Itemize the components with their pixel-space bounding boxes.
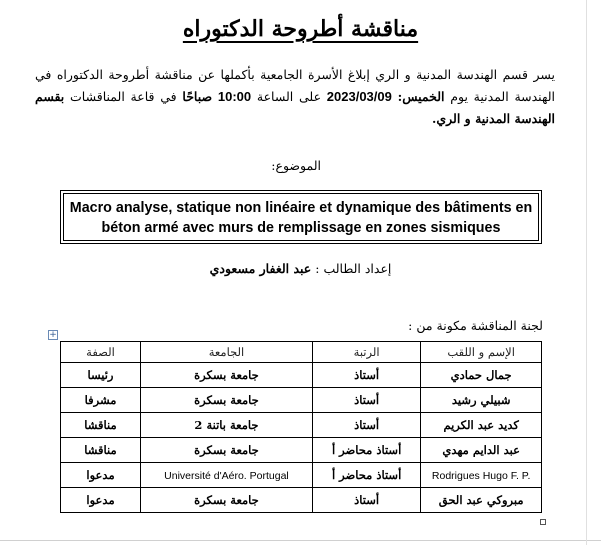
announcement-part2: على الساعة <box>251 89 327 104</box>
member-rank: أستاذ محاضر أ <box>312 463 420 488</box>
announcement-time: 10:00 <box>217 89 252 104</box>
member-university: جامعة بسكرة <box>141 388 313 413</box>
header-university: الجامعة <box>141 342 313 363</box>
member-university: جامعة باتنة 2 <box>141 413 313 438</box>
announcement-part1: يسر قسم الهندسة المدنية و الري إبلاغ الأسرة الجامعية بأكملها عن مناقشة أطروحة الدكتوراه في الهندسة المدنية يوم <box>35 67 555 104</box>
member-rank: أستاذ محاضر أ <box>312 438 420 463</box>
header-rank: الرتبة <box>312 342 420 363</box>
member-role: مناقشا <box>61 413 141 438</box>
header-role: الصفة <box>61 342 141 363</box>
member-rank: أستاذ <box>312 488 420 513</box>
announcement-date: 2023/03/09 <box>326 89 392 104</box>
announcement-paragraph <box>35 64 555 130</box>
announcement-day: الخميس: <box>397 89 445 104</box>
table-row <box>61 488 542 513</box>
table-row <box>61 388 542 413</box>
table-header-row <box>61 342 542 363</box>
member-name: مبروكي عبد الحق <box>421 488 542 513</box>
member-university <box>141 463 313 488</box>
member-university: جامعة بسكرة <box>141 438 313 463</box>
member-role: رئيسا <box>61 363 141 388</box>
table-move-handle[interactable]: + <box>49 330 57 340</box>
student-name: عبد الغفار مسعودي <box>209 261 312 276</box>
member-university: جامعة بسكرة <box>141 488 313 513</box>
table-resize-handle[interactable] <box>540 519 546 525</box>
member-name: جمال حمادي <box>421 363 542 388</box>
document-title <box>0 16 601 42</box>
member-role: مدعوا <box>61 463 141 488</box>
committee-table <box>60 341 542 513</box>
table-row <box>61 463 542 488</box>
student-label: إعداد الطالب : <box>311 261 392 276</box>
member-role: مشرفا <box>61 388 141 413</box>
member-name: شبيلي رشيد <box>421 388 542 413</box>
member-rank: أستاذ <box>312 413 420 438</box>
announcement-time-word: صباحًا <box>182 89 213 104</box>
header-name: الإسم و اللقب <box>421 342 542 363</box>
announcement-part3: في قاعة المناقشات <box>64 89 183 104</box>
member-role: مدعوا <box>61 488 141 513</box>
table-row <box>61 363 542 388</box>
subject-text: Macro analyse, statique non linéaire et dynamique des bâtiments en béton armé avec murs de remplissage en zones sismiques <box>63 193 539 241</box>
member-university-latin: Université d'Aéro. Portugal <box>164 470 289 482</box>
committee-label: لجنة المناقشة مكونة من : <box>408 318 543 333</box>
member-name: عبد الدايم مهدي <box>421 438 542 463</box>
member-name <box>421 463 542 488</box>
member-rank: أستاذ <box>312 388 420 413</box>
page-right-edge <box>586 0 587 545</box>
title-text: مناقشة أطروحة الدكتوراه <box>182 16 419 42</box>
member-name: كديد عبد الكريم <box>421 413 542 438</box>
page-bottom-edge <box>0 540 601 541</box>
announcement-place: بقسم الهندسة المدنية و الري. <box>35 89 555 126</box>
subject-label: الموضوع: <box>271 158 321 173</box>
member-university: جامعة بسكرة <box>141 363 313 388</box>
member-rank: أستاذ <box>312 363 420 388</box>
table-row <box>61 438 542 463</box>
student-line <box>0 261 601 276</box>
subject-box <box>60 190 542 244</box>
member-name-latin: Rodrigues Hugo F. P. <box>431 470 531 482</box>
member-role: مناقشا <box>61 438 141 463</box>
table-row <box>61 413 542 438</box>
